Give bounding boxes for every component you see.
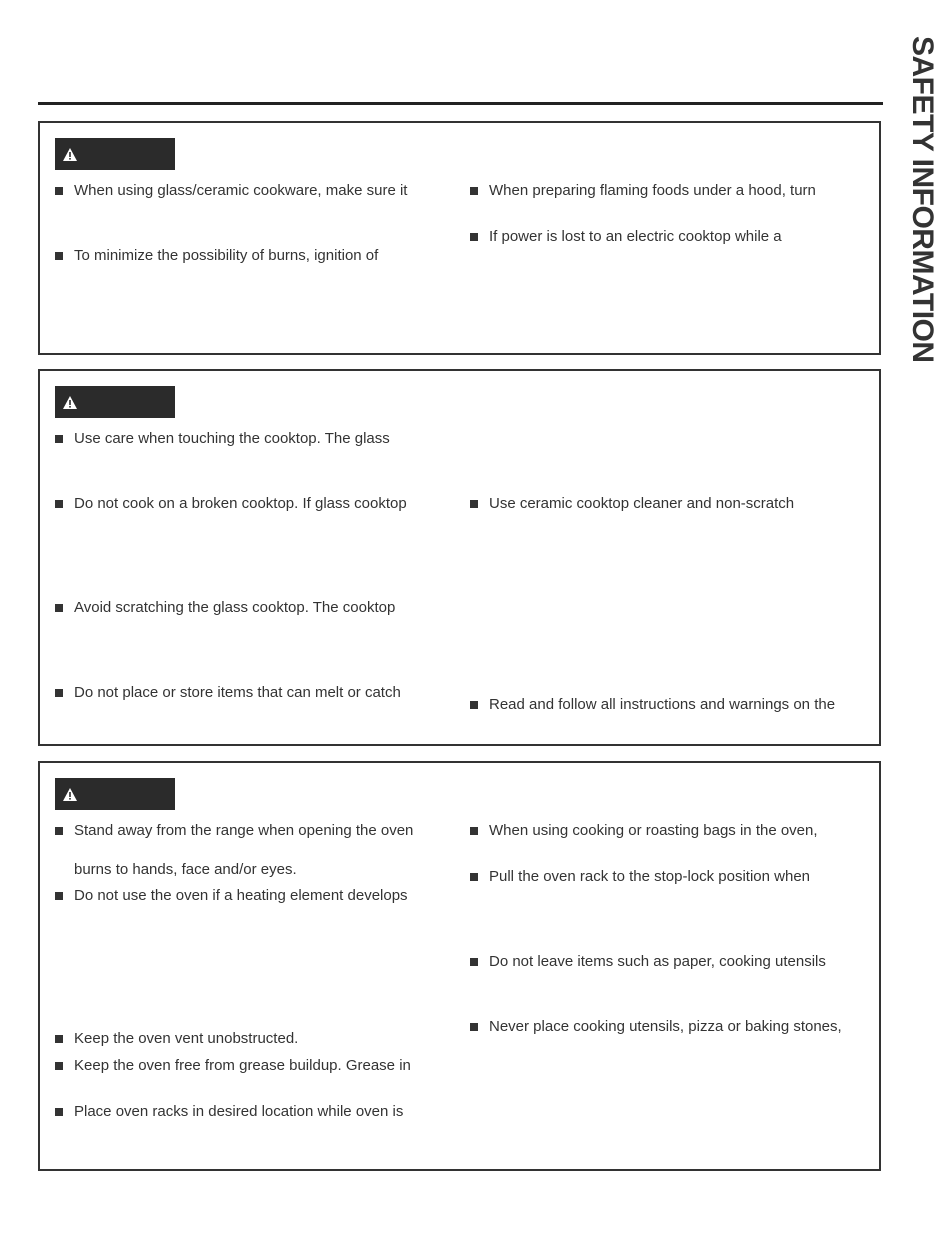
continuation-text: burns to hands, face and/or eyes.: [74, 861, 297, 878]
item-text: When preparing flaming foods under a hood, turn: [489, 182, 816, 199]
warning-triangle-icon: [63, 396, 77, 409]
item-text: If power is lost to an electric cooktop while a: [489, 228, 782, 245]
item-text: Keep the oven free from grease buildup. Grease in: [74, 1057, 411, 1074]
item-text: Use ceramic cooktop cleaner and non-scratch: [489, 495, 795, 512]
warning-box-1: [38, 121, 881, 355]
item-text: When using cooking or roasting bags in the oven,: [489, 822, 818, 839]
item-text: Use care when touching the cooktop. The glass: [74, 430, 390, 447]
item-text: Place oven racks in desired location while oven is: [74, 1103, 404, 1120]
item-text: Do not cook on a broken cooktop. If glass cooktop: [74, 495, 407, 512]
warning-triangle-icon: [63, 148, 77, 161]
item-text: To minimize the possibility of burns, ignition of: [74, 247, 379, 264]
warning-box-2: [38, 369, 881, 746]
bullet: [55, 892, 63, 900]
side-title: SAFETY INFORMATION: [906, 36, 939, 363]
bullet: [55, 1108, 63, 1116]
bullet: [55, 827, 63, 835]
header-rule: [38, 102, 883, 105]
bullet: [55, 435, 63, 443]
bullet: [55, 252, 63, 260]
item-text: Do not leave items such as paper, cooking utensils: [489, 953, 826, 970]
bullet: [470, 187, 478, 195]
bullet: [470, 233, 478, 241]
bullet: [55, 604, 63, 612]
bullet: [55, 1035, 63, 1043]
warning-box-3: [38, 761, 881, 1171]
bullet: [470, 873, 478, 881]
bullet: [55, 1062, 63, 1070]
warning-badge: [55, 778, 175, 810]
bullet: [470, 827, 478, 835]
bullet: [55, 187, 63, 195]
item-text: Do not place or store items that can melt or catch: [74, 684, 401, 701]
bullet: [470, 958, 478, 966]
item-text: Stand away from the range when opening the oven: [74, 822, 414, 839]
bullet: [470, 1023, 478, 1031]
warning-triangle-icon: [63, 788, 77, 801]
warning-badge: [55, 138, 175, 170]
item-text: Avoid scratching the glass cooktop. The cooktop: [74, 599, 396, 616]
bullet: [55, 500, 63, 508]
warning-badge: [55, 386, 175, 418]
item-text: Never place cooking utensils, pizza or baking stones,: [489, 1018, 842, 1035]
bullet: [470, 500, 478, 508]
item-text: Read and follow all instructions and warnings on the: [489, 696, 836, 713]
item-text: When using glass/ceramic cookware, make sure it: [74, 182, 408, 199]
item-text: Pull the oven rack to the stop-lock position when: [489, 868, 811, 885]
bullet: [55, 689, 63, 697]
bullet: [470, 701, 478, 709]
item-text: Keep the oven vent unobstructed.: [74, 1030, 299, 1047]
item-text: Do not use the oven if a heating element develops: [74, 887, 408, 904]
